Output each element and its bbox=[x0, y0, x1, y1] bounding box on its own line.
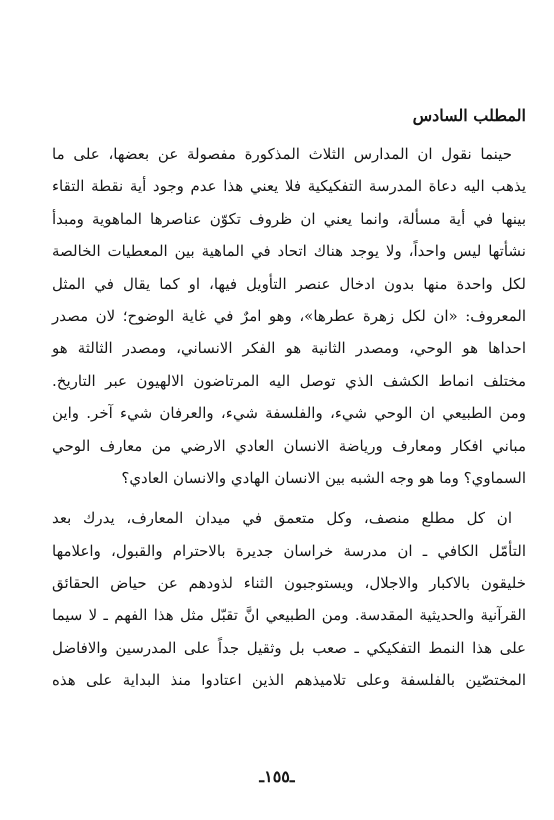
text-line: التأمّل الكافي ـ ان مدرسة خراسان جديرة بالاحترام والقبول، واعلامها bbox=[52, 541, 526, 560]
text-line: بينها في أية مسألة، وانما يعني ان ظروف تكوّن عناصرها الماهوية ومبدأ bbox=[52, 209, 526, 228]
text-line: لكل واحدة منها بدون ادخال عنصر التأويل فيها، او كما يقال في المثل bbox=[52, 274, 526, 293]
paragraph-1 bbox=[52, 138, 526, 494]
text-line: مباني افكار ومعارف ورياضة الانسان العادي الارضي من معارف الوحي bbox=[52, 436, 526, 455]
page-number: ـ١٥٥ـ bbox=[259, 767, 295, 786]
text-line: المختصّين بالفلسفة وعلى تلاميذهم الذين اعتادوا منذ البداية على هذه bbox=[52, 671, 526, 690]
text-line: السماوي؟ وما هو وجه الشبه بين الانسان الهادي والانسان العادي؟ bbox=[121, 468, 526, 487]
text-line: مختلف انماط الكشف الذي توصل اليه المرتاضون الالهيون عبر التاريخ. bbox=[52, 371, 526, 390]
text-line: ان كل مطلع منصف، وكل متعمق في ميدان المعارف، يدرك بعد bbox=[52, 509, 512, 528]
body-text bbox=[52, 138, 526, 697]
section-title: المطلب السادس bbox=[412, 106, 526, 125]
paragraph-gap bbox=[52, 494, 526, 502]
text-line: نشأتها ليس واحداً، ولا يوجد هناك اتحاد في الماهية بين المعطيات الخالصة bbox=[52, 242, 526, 261]
text-line: المعروف: «ان لكل زهرة عطرها»، وهو امرٌ في غاية الوضوح؛ لان مصدر bbox=[52, 306, 526, 325]
text-line: احداها هو الوحي، ومصدر الثانية هو الفكر الانساني، ومصدر الثالثة هو bbox=[52, 339, 526, 358]
text-line: خليقون بالاكبار والاجلال، ويستوجبون الثناء لذودهم عن حياض الحقائق bbox=[52, 574, 526, 593]
text-line: حينما نقول ان المدارس الثلاث المذكورة مفصولة عن بعضها، على ما bbox=[52, 145, 512, 163]
text-line: ومن الطبيعي ان الوحي شيء، والفلسفة شيء، والعرفان شيء آخر. واين bbox=[52, 404, 526, 423]
text-line: القرآنية والحديثية المقدسة. ومن الطبيعي انَّ تقبّل مثل هذا الفهم ـ لا سيما bbox=[52, 606, 526, 625]
text-line: يذهب اليه دعاة المدرسة التفكيكية فلا يعني هذا عدم وجود أية نقطة التقاء bbox=[52, 177, 526, 196]
text-line: على هذا النمط التفكيكي ـ صعب بل وثقيل جداً على المدرسين والافاضل bbox=[52, 638, 526, 657]
paragraph-2 bbox=[52, 502, 526, 696]
